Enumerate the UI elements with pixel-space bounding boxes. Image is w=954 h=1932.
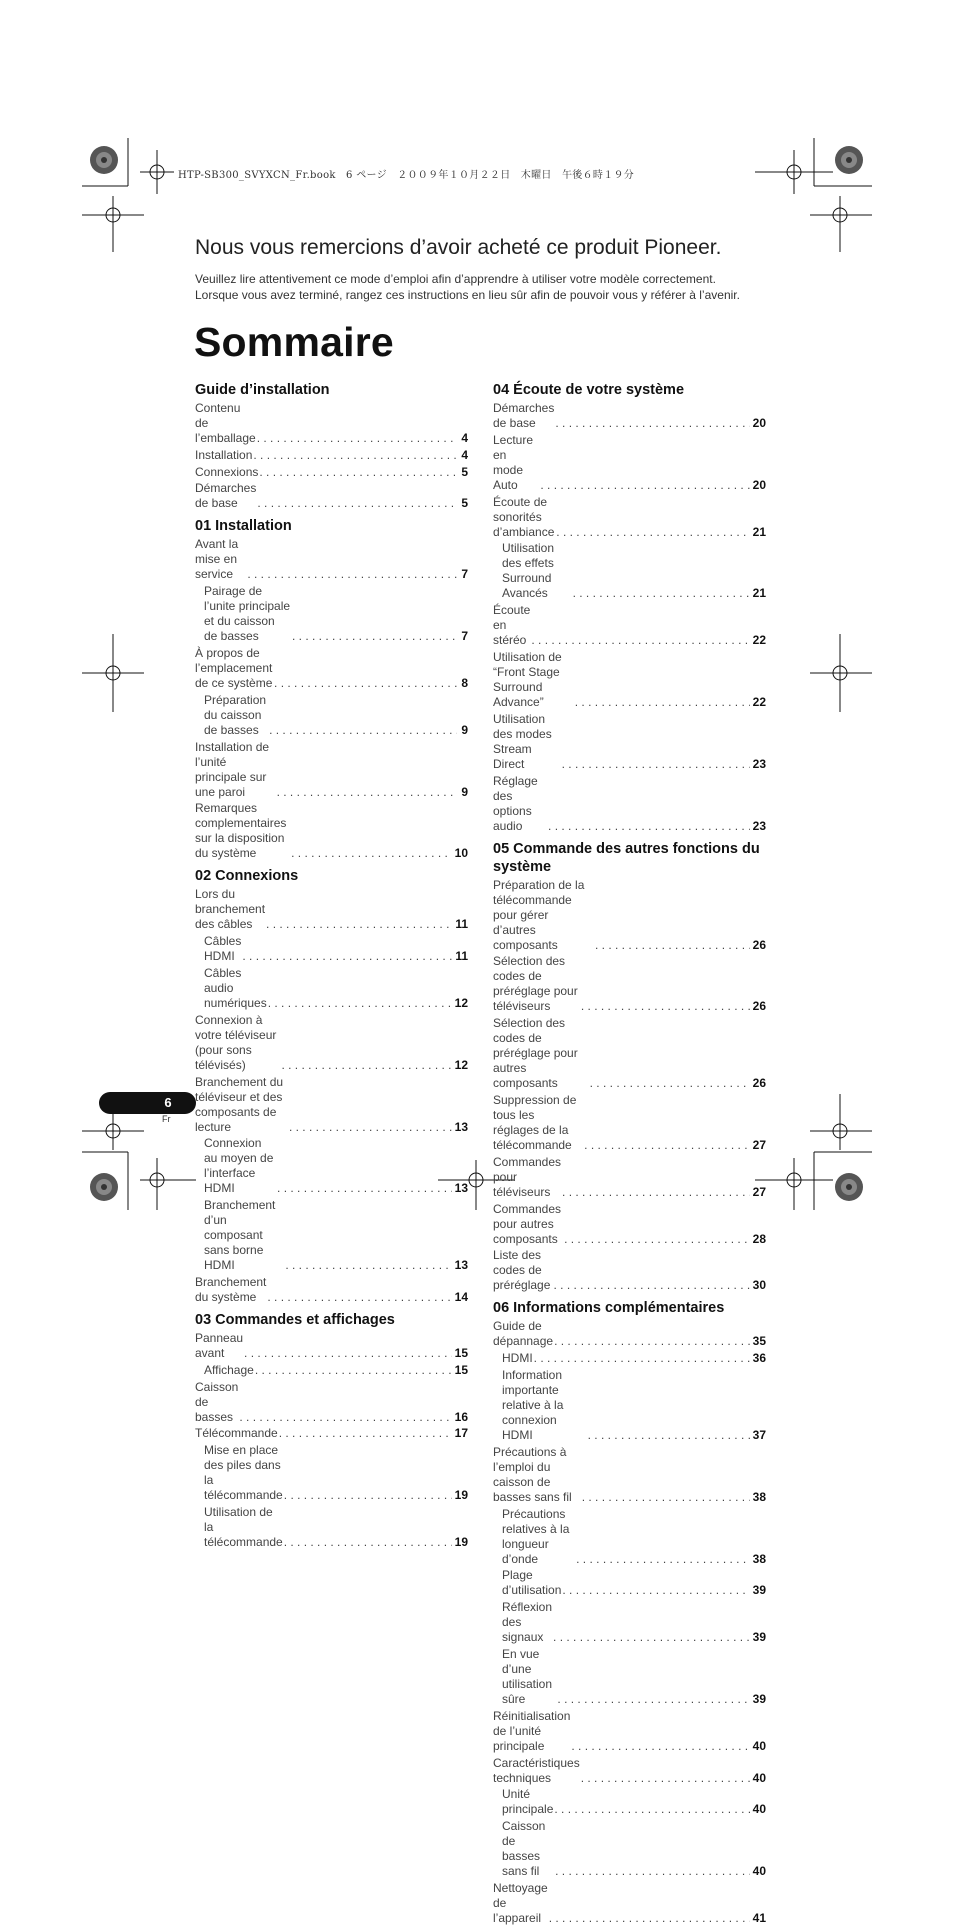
toc-entry-text: Information importante relative à la connexion HDMI [502,1367,564,1442]
toc-entry [195,887,468,932]
toc-entry-text: Caisson de basses sans fil [502,1819,546,1879]
toc-entry-text: Suppression de tous les réglages de la télécommande [493,1092,577,1152]
dot-leader [259,465,457,480]
toc-entry-text: Connexion à votre téléviseur (pour sons télévisés) [195,1012,277,1072]
toc-entry-page: 12 [454,995,468,1010]
toc-entry-text: Branchement du téléviseur et des composants de lecture [195,1074,284,1134]
dot-leader [573,586,750,601]
toc-entry-page: 21 [752,586,766,601]
toc-entry-page: 22 [752,694,766,709]
toc-entry-text: Télécommande [195,1426,278,1441]
dot-leader [555,1864,750,1879]
dot-leader [575,695,750,710]
toc-entry-text: Contenu de l’emballage [195,401,256,445]
toc-entry-page: 19 [454,1534,468,1549]
toc-entry [493,1787,766,1817]
dot-leader [553,1630,750,1645]
toc-entry [195,1075,468,1135]
dot-leader [268,996,452,1011]
dot-leader [269,723,457,738]
toc-entry-page: 7 [461,629,468,644]
dot-leader [531,633,749,648]
dot-leader [590,1076,750,1091]
toc-entry-text: Réinitialisation de l’unité principale [493,1708,571,1753]
toc-entry [493,1248,766,1293]
dot-leader [292,629,457,644]
toc-entry-page: 12 [454,1057,468,1072]
dot-leader [255,1363,452,1378]
toc-entry-page: 15 [454,1362,468,1377]
toc-entry [493,1709,766,1754]
toc-entry-page: 26 [752,937,766,952]
dot-leader [253,448,457,463]
dot-leader [289,1120,452,1135]
dot-leader [556,525,749,540]
toc-entry [493,878,766,953]
dot-leader [553,1278,749,1293]
toc-entry [493,541,766,601]
toc-entry-text: Pairage de l’unite principale et du caisson de basses [204,584,291,644]
toc-entry-page: 36 [752,1351,766,1366]
toc-entry-page: 10 [454,846,468,861]
toc-entry [195,693,468,738]
toc-entry-text: HDMI [502,1351,533,1366]
dot-leader [257,431,457,446]
toc-entry [195,966,468,1011]
toc-entry [493,1647,766,1707]
toc-entry [195,646,468,691]
toc-entry-page: 9 [461,784,468,799]
toc-column-left [195,381,468,1556]
toc-entry-text: Utilisation de “Front Stage Surround Advance” [493,649,562,709]
toc-entry-page: 13 [454,1119,468,1134]
toc-entry-text: En vue d’une utilisation sûre [502,1646,553,1706]
toc-entry-page: 15 [454,1345,468,1360]
dot-leader [581,999,750,1014]
toc-entry [195,481,468,511]
toc-entry-text: Précautions relatives à la longueur d’onde [502,1506,570,1566]
toc-entry-text: Panneau avant [195,1330,244,1360]
toc-section-heading: Guide d’installation [195,382,330,398]
toc-entry [493,1016,766,1091]
toc-entry-page: 35 [752,1334,766,1349]
toc-entry-text: Sélection des codes de préréglage pour téléviseurs [493,954,578,1014]
toc-entry [195,537,468,582]
toc-entry-text: Préparation du caisson de basses [204,692,267,737]
dot-leader [584,1138,749,1153]
toc-entry-page: 5 [461,496,468,511]
toc-entry-page: 30 [752,1278,766,1293]
toc-entry-text: Avant la mise en service [195,537,239,582]
toc-entry [195,1380,468,1425]
toc-entry-page: 26 [752,999,766,1014]
toc-entry-page: 20 [752,477,766,492]
toc-entry-text: Branchement du système [195,1274,267,1304]
dot-leader [548,819,750,834]
toc-entry [493,1756,766,1786]
toc-entry [195,448,468,463]
intro-heading: Nous vous remercions d’avoir acheté ce produit Pioneer. [195,236,722,259]
toc-entry [493,433,766,493]
toc-entry-text: Caisson de basses [195,1379,239,1424]
toc-entry-page: 39 [752,1583,766,1598]
intro-text [195,272,740,303]
toc-entry [195,1443,468,1503]
toc-entry-page: 13 [454,1181,468,1196]
dot-leader [571,1739,749,1754]
toc-entry-text: Lors du branchement des câbles [195,887,266,932]
toc-entry [493,1819,766,1879]
toc-entry-page: 20 [752,416,766,430]
dot-leader [239,1410,451,1425]
toc-section [493,381,766,834]
toc-entry [493,1202,766,1247]
toc-entry-page: 38 [752,1489,766,1504]
toc-entry [493,1093,766,1153]
toc-entry-text: Câbles audio numériques [204,965,267,1010]
toc-entry [493,401,766,431]
dot-leader [581,1771,750,1786]
dot-leader [266,917,452,932]
toc-entry [493,495,766,540]
page-title: Sommaire [194,319,394,365]
toc-entry [195,584,468,644]
dot-leader [564,1232,750,1247]
toc-entry-text: Commandes pour autres composants [493,1201,562,1246]
toc-entry-text: Guide de dépannage [493,1319,554,1349]
toc-entry [493,1319,766,1349]
page-language: Fr [162,1114,171,1124]
dot-leader [554,1334,750,1349]
toc-entry [493,954,766,1014]
toc-entry [195,1136,468,1196]
toc-entry-text: Écoute de sonorités d’ambiance [493,494,555,539]
toc-entry [493,774,766,834]
dot-leader [562,1583,749,1598]
toc-entry-text: Caractéristiques techniques [493,1755,580,1785]
dot-leader [247,567,457,582]
toc-entry-text: Installation [195,447,253,462]
toc-entry-text: Affichage [204,1362,254,1377]
toc-entry-page: 27 [752,1137,766,1152]
toc-entry [493,1445,766,1505]
toc-section-heading: 03 Commandes et affichages [195,1311,395,1328]
toc-entry-page: 37 [752,1427,766,1442]
toc-entry-text: Sélection des codes de préréglage pour autres composants [493,1016,578,1091]
toc-entry [493,712,766,772]
toc-entry [195,801,468,861]
toc-entry-text: Utilisation des effets Surround Avancés [502,541,555,601]
toc-entry [195,1331,468,1361]
toc-entry [195,934,468,964]
dot-leader [244,1346,452,1361]
toc-entry-page: 13 [454,1258,468,1273]
toc-entry-page: 17 [454,1426,468,1441]
toc-entry [195,1363,468,1378]
dot-leader [557,1692,749,1707]
page-tab [99,1092,196,1114]
toc-entry [493,1155,766,1200]
toc-entry-text: Utilisation de la télécommande [204,1504,283,1549]
toc-entry [195,1426,468,1441]
dot-leader [291,846,452,861]
toc-section-heading: 02 Connexions [195,868,299,885]
dot-leader [257,496,457,511]
toc-entry-text: Démarches de base [493,401,555,430]
toc-entry-text: Mise en place des piles dans la télécommande [204,1443,283,1503]
toc-entry [493,1881,766,1926]
dot-leader [274,676,457,691]
toc-entry-text: Commandes pour téléviseurs [493,1154,562,1199]
dot-leader [284,1535,452,1550]
dot-leader [582,1490,750,1505]
toc-entry-text: Lecture en mode Auto [493,432,534,492]
dot-leader [277,785,457,800]
toc-entry [195,1013,468,1073]
toc-entry [195,401,468,446]
toc-entry-page: 22 [752,633,766,648]
toc-entry-page: 40 [752,1770,766,1785]
toc-entry-page: 21 [752,524,766,539]
dot-leader [555,416,749,431]
dot-leader [285,1258,451,1273]
toc-entry-text: Connexion au moyen de l’interface HDMI [204,1136,274,1196]
toc-entry-page: 41 [752,1910,766,1925]
toc-entry-page: 9 [461,722,468,737]
toc-entry-text: Branchement d’un composant sans borne HDMI [204,1198,276,1273]
toc-entry-text: Câbles HDMI [204,934,242,964]
dot-leader [549,1911,750,1926]
intro-line-1: Veuillez lire attentivement ce mode d’emploi afin d’apprendre à utiliser votre modèle correctement. [195,272,716,286]
toc-entry-page: 11 [455,917,468,932]
toc-entry [195,1505,468,1550]
dot-leader [242,949,452,964]
toc-entry-page: 26 [752,1076,766,1091]
dot-leader [540,478,749,493]
toc-section-heading: 05 Commande des autres fonctions du système [493,840,760,875]
dot-leader [284,1488,452,1503]
toc-entry-text: Démarches de base [195,481,257,511]
toc-entry [195,1275,468,1305]
toc-entry-text: Liste des codes de préréglage [493,1248,551,1293]
toc-entry [493,603,766,648]
toc-entry-text: Écoute en stéréo [493,603,531,648]
toc-entry-page: 14 [454,1289,468,1304]
toc-entry [493,1368,766,1443]
toc-entry-text: Remarques complementaires sur la disposition du système [195,801,287,861]
toc-entry-text: Réflexion des signaux [502,1600,553,1645]
toc-section [195,517,468,861]
dot-leader [281,1058,451,1073]
toc-section-heading: 04 Écoute de votre système [493,382,685,398]
toc-entry [493,1351,766,1366]
toc-section [195,381,468,511]
toc-entry-page: 39 [752,1691,766,1706]
dot-leader [576,1552,750,1567]
dot-leader [279,1426,452,1441]
toc-entry-page: 4 [461,431,468,445]
toc-section [493,840,766,1294]
dot-leader [588,1428,750,1443]
dot-leader [554,1802,749,1817]
toc-entry-page: 4 [461,447,468,462]
dot-leader [562,757,750,772]
toc-entry-page: 27 [752,1184,766,1199]
toc-section [493,1299,766,1926]
dot-leader [267,1290,451,1305]
toc-entry-page: 40 [752,1864,766,1879]
toc-entry-page: 23 [752,756,766,771]
toc-entry-text: Préparation de la télécommande pour gérer d’autres composants [493,877,585,952]
toc-entry-page: 23 [752,818,766,833]
toc-entry [195,1198,468,1273]
toc-entry-text: Utilisation des modes Stream Direct [493,711,552,771]
toc-entry-text: Réglage des options audio [493,773,538,833]
print-header: HTP-SB300_SVYXCN_Fr.book 6 ページ ２００９年１０月２２日 木曜日 午後６時１９分 [178,170,635,181]
toc-entry [493,1568,766,1598]
toc-entry [195,465,468,480]
toc-entry-text: Plage d’utilisation [502,1568,562,1598]
toc-entry-page: 7 [461,567,468,582]
toc-entry-text: Nettoyage de l’appareil [493,1880,548,1925]
toc-entry [493,1507,766,1567]
toc-entry [493,650,766,710]
toc-entry-page: 8 [461,675,468,690]
toc-entry-page: 28 [752,1231,766,1246]
toc-entry-page: 19 [454,1488,468,1503]
toc-entry [493,1600,766,1645]
toc-entry-page: 11 [455,949,468,964]
dot-leader [562,1185,750,1200]
toc-section [195,867,468,1305]
toc-section-heading: 06 Informations complémentaires [493,1300,725,1317]
toc-entry [195,740,468,800]
toc-entry-text: Précautions à l’emploi du caisson de basses sans fil [493,1444,572,1504]
toc-section [195,1311,468,1550]
intro-line-2: Lorsque vous avez terminé, rangez ces instructions en lieu sûr afin de pouvoir vous y référer à l’avenir. [195,287,740,302]
toc-entry-page: 40 [752,1738,766,1753]
toc-entry-page: 16 [454,1409,468,1424]
dot-leader [534,1351,750,1366]
dot-leader [595,938,750,953]
toc-entry-text: À propos de l’emplacement de ce système [195,645,273,690]
toc-entry-page: 39 [752,1630,766,1645]
toc-entry-page: 40 [752,1802,766,1817]
toc-entry-text: Unité principale [502,1787,554,1817]
dot-leader [277,1181,452,1196]
toc-entry-text: Installation de l’unité principale sur une paroi [195,739,270,799]
toc-entry-page: 5 [461,464,468,479]
toc-entry-page: 38 [752,1551,766,1566]
toc-entry-text: Connexions [195,464,259,479]
toc-section-heading: 01 Installation [195,518,292,535]
toc-column-right [493,381,766,1932]
page-number: 6 [164,1095,172,1110]
